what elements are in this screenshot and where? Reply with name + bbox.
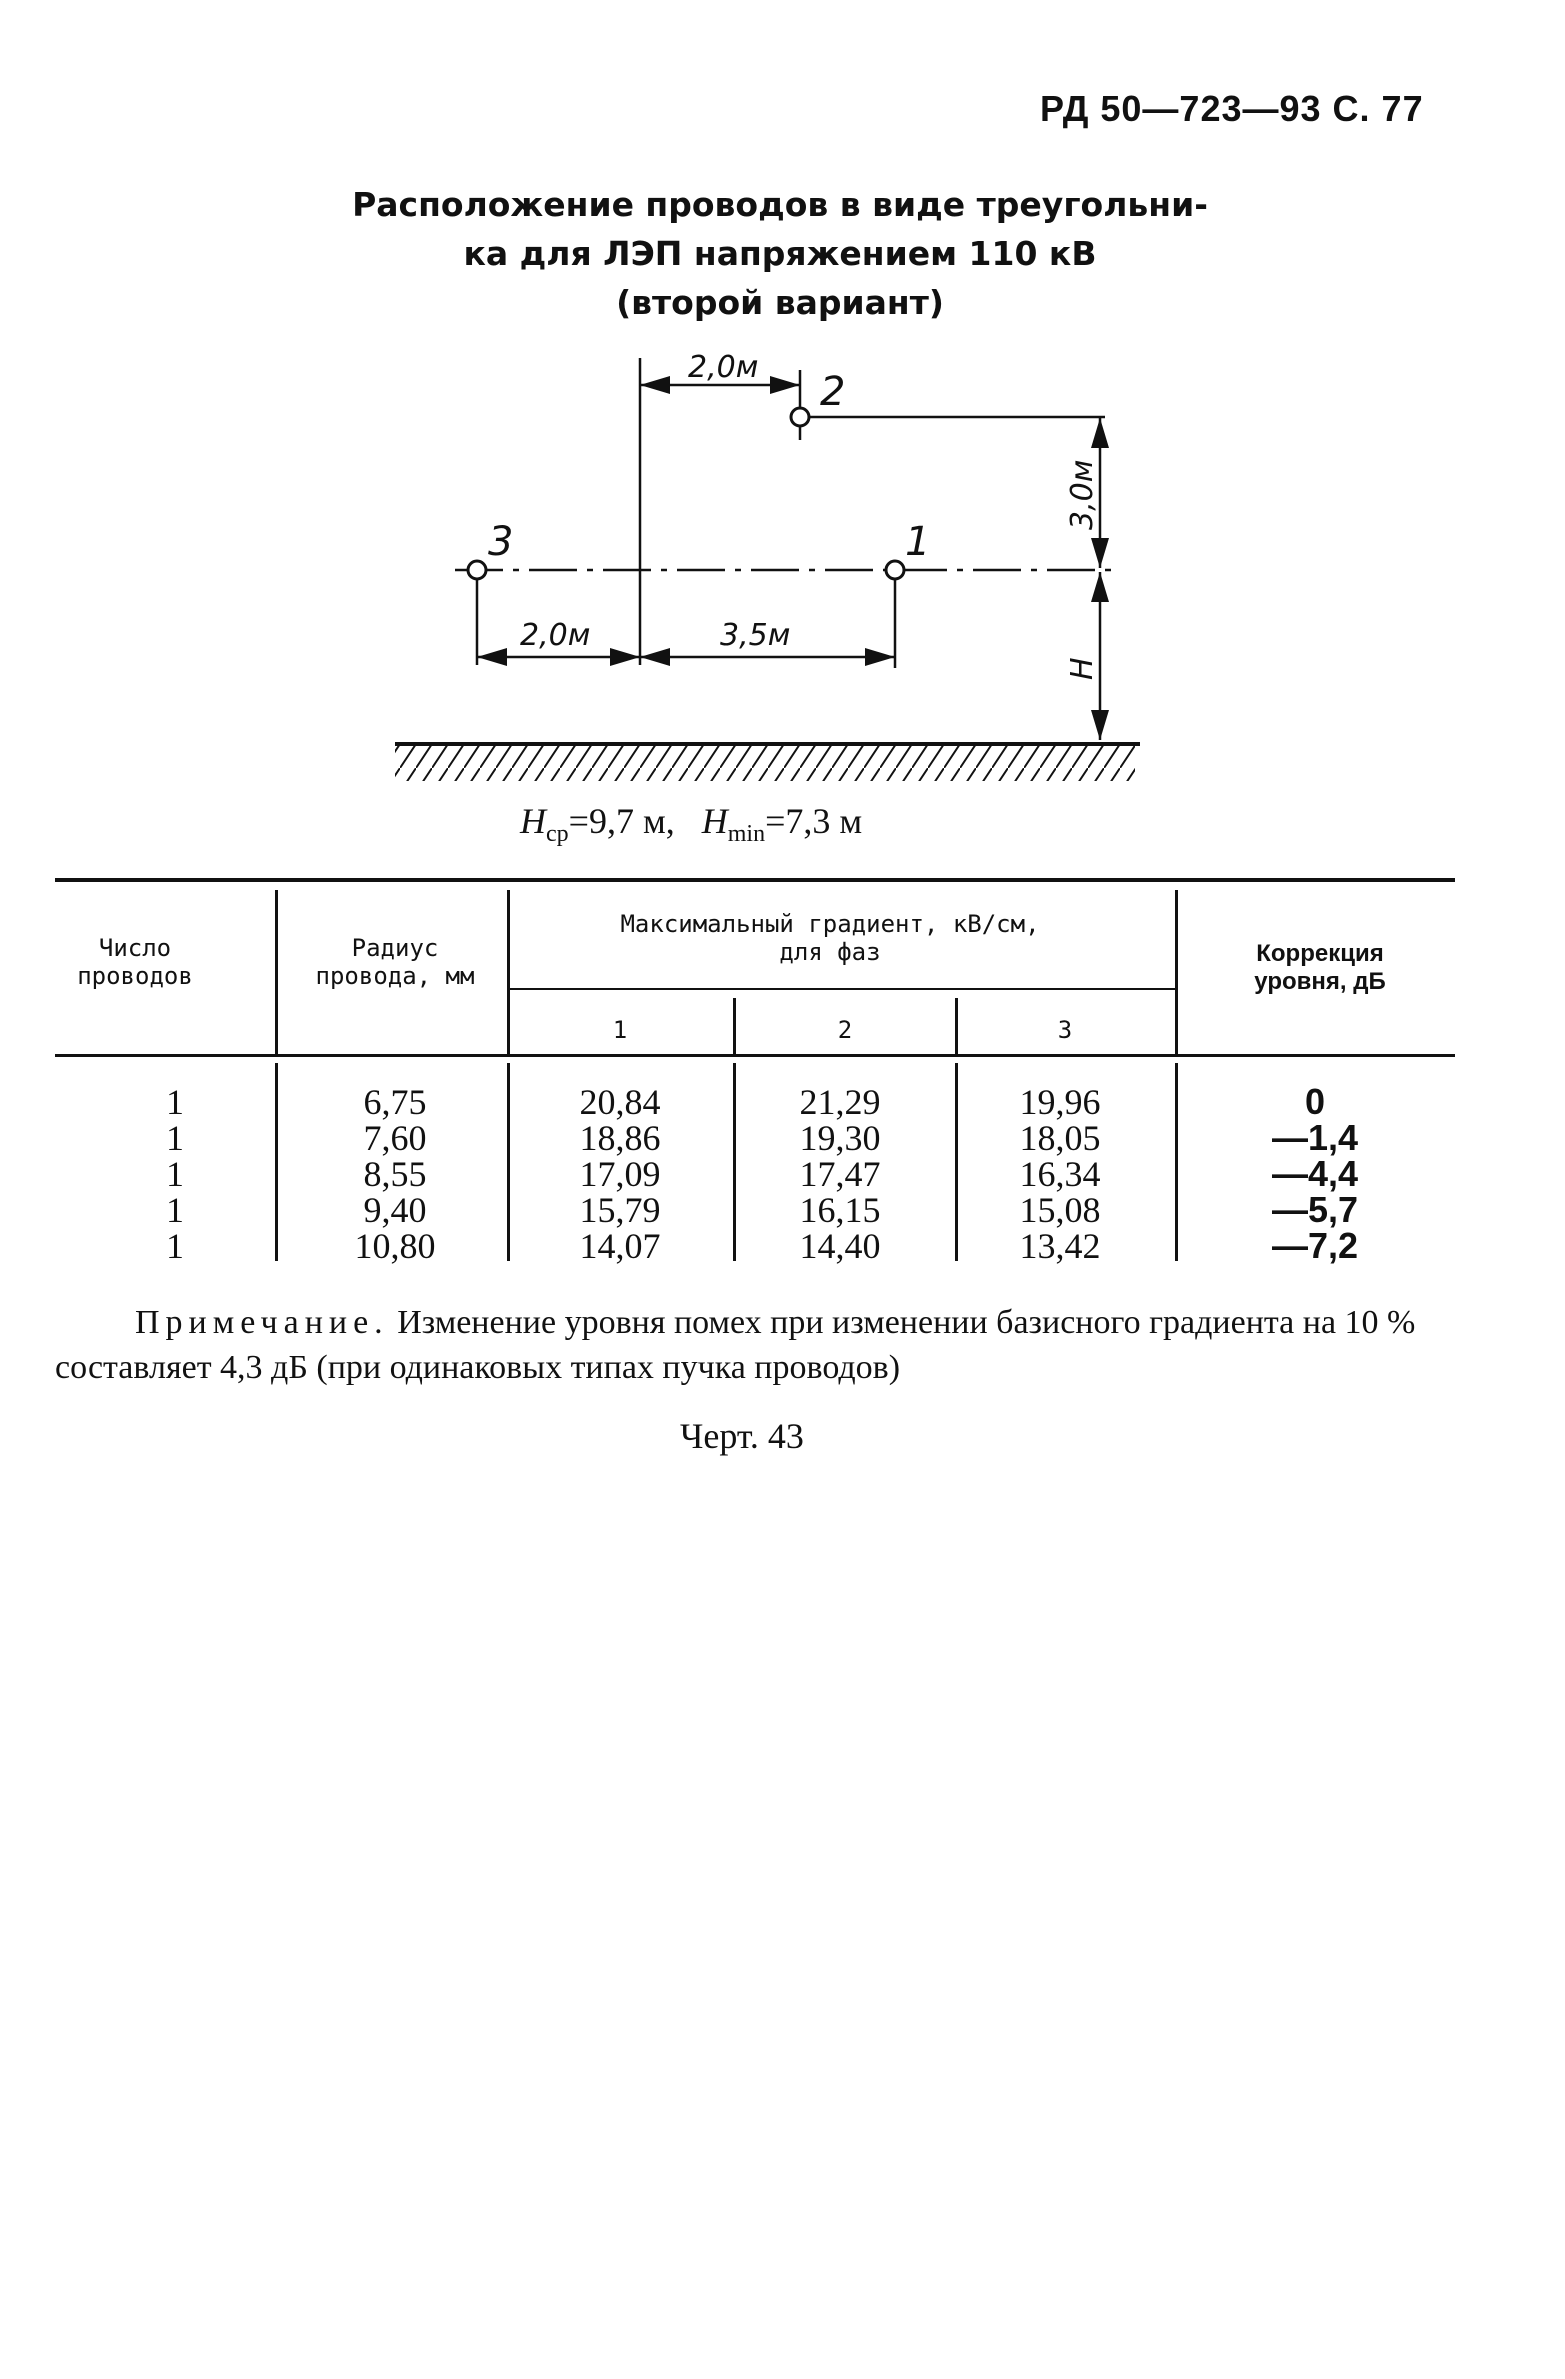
table-cell-p1: 15,79	[579, 1190, 661, 1230]
height-formula	[520, 800, 1060, 848]
table-cell-radius: 8,55	[363, 1154, 427, 1194]
conductor-3-icon	[468, 561, 486, 579]
header-radius: Радиус провода, мм	[315, 934, 475, 990]
table-cell-wires: 1	[166, 1082, 184, 1122]
table-cell-p3: 13,42	[1019, 1226, 1101, 1266]
conductor-3-label: 3	[488, 519, 514, 565]
table-divider-4	[955, 998, 958, 1054]
table-cell-p2: 19,30	[799, 1118, 881, 1158]
conductor-layout-diagram	[0, 0, 1565, 900]
h-min-value: =7,3 м	[765, 801, 863, 841]
table-body-divider-4	[955, 1063, 958, 1261]
table-divider-5	[1175, 890, 1178, 1055]
header-phase-3: 3	[1057, 1016, 1073, 1044]
table-cell-corr: 0	[1304, 1081, 1326, 1122]
table-cell-p2: 21,29	[799, 1082, 881, 1122]
h-avg-subscript: ср	[546, 821, 569, 848]
note-label: Примечание.	[135, 1304, 389, 1341]
table-cell-radius: 9,40	[363, 1190, 427, 1230]
table-divider-1	[275, 890, 278, 1055]
table-cell-p1: 17,09	[579, 1154, 661, 1194]
dimension-label-top: 2,0м	[688, 350, 759, 385]
header-phase-2: 2	[837, 1016, 853, 1044]
table-divider-2	[507, 890, 510, 1055]
conductor-2-label: 2	[820, 369, 846, 415]
table-cell-wires: 1	[166, 1226, 184, 1266]
table-cell-p1: 20,84	[579, 1082, 661, 1122]
h-avg-value: =9,7 м,	[568, 801, 675, 841]
conductor-1-icon	[886, 561, 904, 579]
table-cell-p1: 18,86	[579, 1118, 661, 1158]
table-cell-radius: 7,60	[363, 1118, 427, 1158]
header-gradient: Максимальный градиент, кВ/см, для фаз	[620, 910, 1040, 966]
table-top-rule	[55, 878, 1455, 882]
table-body-divider-1	[275, 1063, 278, 1261]
table-body-divider-5	[1175, 1063, 1178, 1261]
ground-hatching	[395, 745, 1135, 781]
table-cell-corr: —7,2	[1271, 1225, 1359, 1266]
conductor-1-label: 1	[905, 519, 931, 565]
table-cell-wires: 1	[166, 1190, 184, 1230]
table-cell-p2: 16,15	[799, 1190, 881, 1230]
table-cell-corr: —4,4	[1271, 1153, 1359, 1194]
table-cell-wires: 1	[166, 1154, 184, 1194]
table-header-bottom-rule	[55, 1054, 1455, 1057]
note	[55, 1300, 1455, 1390]
table-cell-radius: 10,80	[354, 1226, 436, 1266]
h-min-subscript: min	[727, 821, 766, 848]
table-cell-p3: 18,05	[1019, 1118, 1101, 1158]
h-avg-symbol: H	[520, 801, 546, 841]
table-subheader-rule	[510, 988, 1175, 990]
conductor-2-icon	[791, 408, 809, 426]
header-wires: Число проводов	[77, 934, 193, 990]
table-divider-3	[733, 998, 736, 1054]
table-body-divider-2	[507, 1063, 510, 1261]
dimension-label-bottom-left: 2,0м	[520, 618, 591, 653]
table-cell-wires: 1	[166, 1118, 184, 1158]
gradient-table	[55, 878, 1455, 1298]
dimension-label-height: H	[1065, 657, 1100, 680]
title-line-1: Расположение проводов в виде треугольни-	[352, 185, 1208, 224]
dimension-label-bottom-right: 3,5м	[720, 618, 791, 653]
table-cell-p2: 17,47	[799, 1154, 881, 1194]
title-line-3: (второй вариант)	[616, 283, 944, 322]
table-cell-radius: 6,75	[363, 1082, 427, 1122]
title-line-2: ка для ЛЭП напряжением 110 кВ	[463, 234, 1097, 273]
figure-caption: Черт. 43	[680, 1416, 804, 1456]
table-body-divider-3	[733, 1063, 736, 1261]
table-cell-p3: 19,96	[1019, 1082, 1101, 1122]
table-cell-p2: 14,40	[799, 1226, 881, 1266]
table-cell-p3: 15,08	[1019, 1190, 1101, 1230]
table-cell-corr: —5,7	[1271, 1189, 1359, 1230]
dimension-label-vertical: 3,0м	[1065, 459, 1100, 530]
header-phase-1: 1	[612, 1016, 628, 1044]
table-cell-p1: 14,07	[579, 1226, 661, 1266]
header-correction: Коррекция уровня, дБ	[1254, 940, 1386, 995]
table-cell-corr: —1,4	[1271, 1117, 1359, 1158]
note-text: Изменение уровня помех при изменении базисного градиента на 10 % составляет 4,3 дБ (при одинаковых типах пучка проводов)	[55, 1304, 1416, 1386]
h-min-symbol: H	[701, 801, 728, 841]
table-cell-p3: 16,34	[1019, 1154, 1101, 1194]
document-reference: РД 50—723—93 С. 77	[1040, 88, 1424, 129]
